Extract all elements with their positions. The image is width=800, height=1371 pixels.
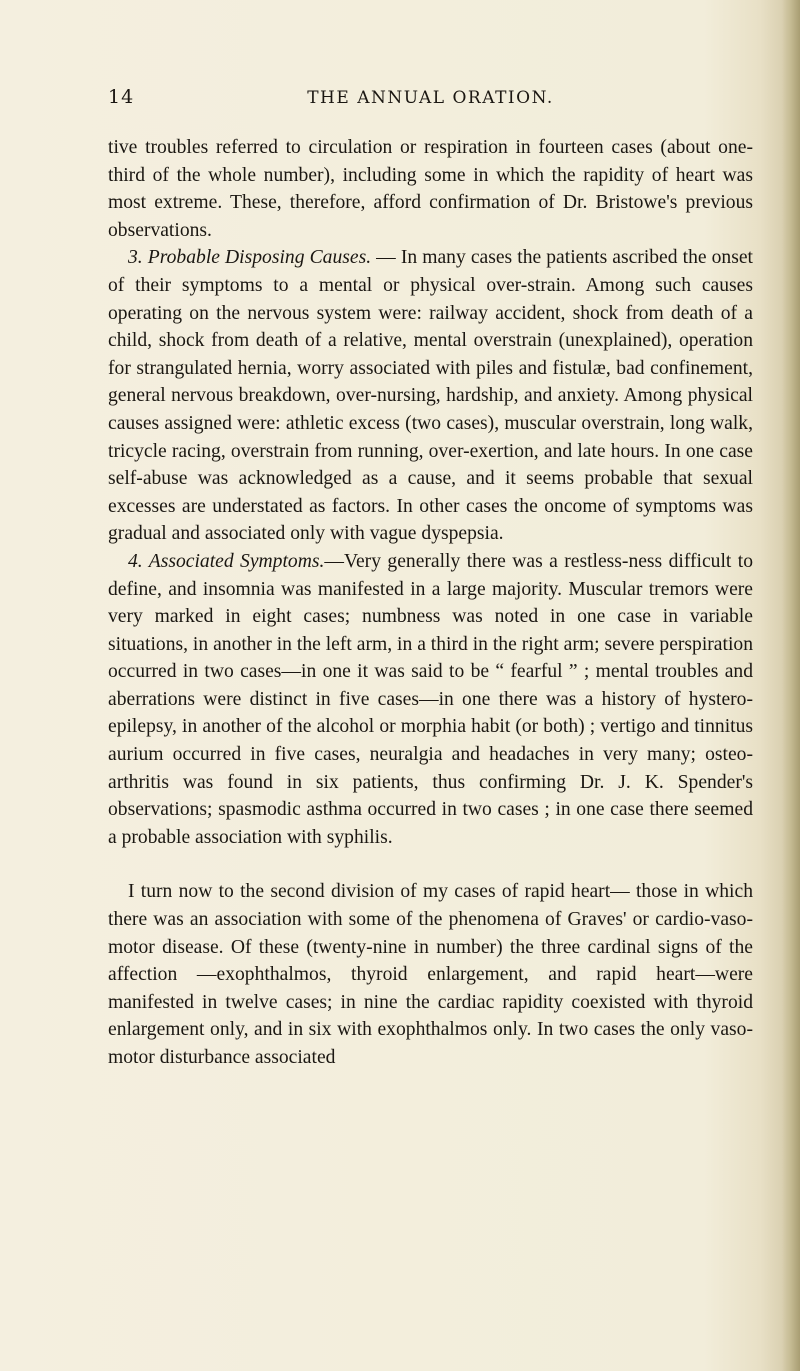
- paragraph-continuation: tive troubles referred to circulation or respiration in fourteen cases (about one-third of the whole number), including some in which the rapidity of heart was most extreme. These, therefore, afford confirmation of Dr. Bristowe's previous observations.: [108, 137, 753, 241]
- page-edge-shadow: [782, 0, 800, 1371]
- paragraph-disposing-causes: [108, 244, 753, 548]
- page-header: [108, 86, 753, 116]
- paragraph-second-division: I turn now to the second division of my cases of rapid heart— those in which there was an association with some of the phenomena of Graves' or cardio-vaso-motor disease. Of these (twenty-nine in number) the three cardinal signs of the affection —exophthalmos, thyroid enlargement, and rapid heart—were manifested in twelve cases; in nine the cardiac rapidity coexisted with thyroid enlargement only, and in six with exophthalmos only. In two cases the only vaso-motor disturbance associated: [108, 881, 753, 1068]
- body-text: [108, 134, 753, 1072]
- section-heading-associated-symptoms: 4. Associated Symptoms.: [128, 550, 325, 572]
- section-heading-disposing-causes: 3. Probable Disposing Causes.: [128, 247, 372, 269]
- paragraph-text: — In many cases the patients ascribed the onset of their symptoms to a mental or physical over-strain. Among such causes operating on the nervous system were: railway accident, shock from death of a child, shock from death of a relative, mental overstrain (unexplained), operation for strangulated hernia, worry associated with piles and fistulæ, bad confinement, general nervous breakdown, over-nursing, hardship, and anxiety. Among physical causes assigned were: athletic excess (two cases), muscular overstrain, long walk, tricycle racing, overstrain from running, over-exertion, and late hours. In one case self-abuse was acknowledged as a cause, and it seems probable that sexual excesses are understated as factors. In other cases the oncome of symptoms was gradual and associated only with vague dyspepsia.: [108, 247, 753, 545]
- paragraph-text: —Very generally there was a restless-ness difficult to define, and insomnia was manifested in a large majority. Muscular tremors were very marked in eight cases; numbness was noted in one case in variable situations, in another in the left arm, in a third in the right arm; severe perspiration occurred in two cases—in one it was said to be “ fearful ” ; mental troubles and aberrations were distinct in five cases—in one there was a history of hystero-epilepsy, in another of the alcohol or morphia habit (or both) ; vertigo and tinnitus aurium occurred in five cases, neuralgia and headaches in very many; osteo-arthritis was found in six patients, thus confirming Dr. J. K. Spender's observations; spasmodic asthma occurred in two cases ; in one case there seemed a probable association with syphilis.: [108, 550, 753, 848]
- running-head: THE ANNUAL ORATION.: [307, 88, 554, 108]
- page-number: 14: [108, 86, 135, 108]
- paragraph-associated-symptoms: [108, 548, 753, 852]
